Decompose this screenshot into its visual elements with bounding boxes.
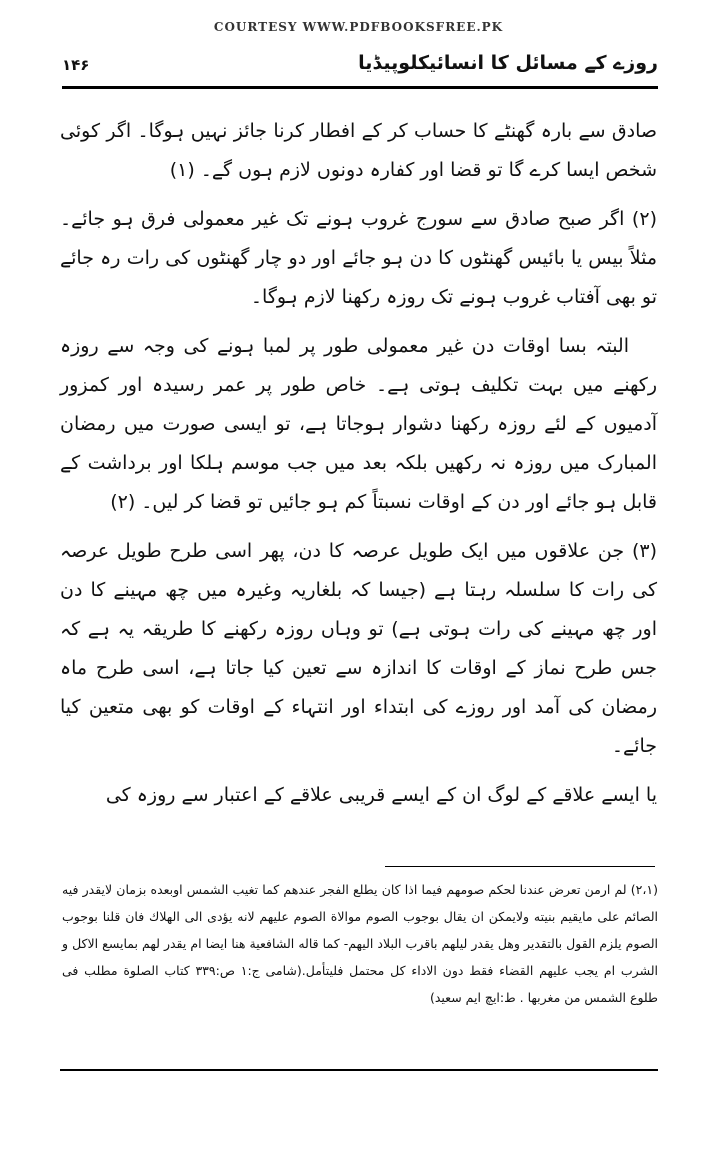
footnote: (۲،۱) لم ارمن تعرض عندنا لحكم صومهم فيما اذا كان يطلع الفجر عندهم كما تغيب الشمس اوبعده بزمان لايقدر فيه الصائم على مايقيم بنيته ولايمكن ان يقال بوجوب الصوم موالاة الصوم عليهم لانه يؤدى الى الهلاك فان قلنا بوجوب الصوم يلزم القول بالتقدير وهل يقدر ليلهم باقرب البلاد اليهم- كما قاله الشافعية هنا ايضا ام يقدر لهم بمايسع الاكل و الشرب ام يجب عليهم القضاء فقط دون الاداء كل محتمل فليتأمل.(شامی ج:۱ ص:۳۳۹ كتاب الصلوة مطلب فی طلوع الشمس من مغربها . ط:ایچ ایم سعید) bbox=[62, 882, 658, 1005]
paragraph: البتہ بسا اوقات دن غیر معمولی طور پر لمبا ہونے کی وجہ سے روزہ رکھنے میں بہت تکلیف ہوتی ہے۔ خاص طور پر عمر رسیدہ اور کمزور آدمیوں کے لئے روزہ رکھنا دشوار ہوجاتا ہے، تو ایسی صورت میں رمضان المبارک میں روزہ نہ رکھیں بلکہ بعد میں جب موسم ہلکا اور برداشت کے قابل ہو جائے اور دن کے اوقات نسبتاً کم ہو جائیں تو قضا کر لیں۔ (۲) bbox=[60, 335, 657, 513]
footnote-separator bbox=[385, 866, 655, 867]
page-header bbox=[62, 50, 658, 84]
book-title: روزے کے مسائل کا انسائیکلوپیڈیا bbox=[358, 52, 658, 74]
paragraph: یا ایسے علاقے کے لوگ ان کے ایسے قریبی علاقے کے اعتبار سے روزہ کی bbox=[105, 784, 657, 806]
paragraph: صادق سے بارہ گھنٹے کا حساب کر کے افطار کرنا جائز نہیں ہوگا۔ اگر کوئی شخص ایسا کرے گا تو قضا اور کفارہ دونوں لازم ہوں گے۔ (۱) bbox=[60, 120, 657, 181]
body-text bbox=[60, 112, 657, 825]
courtesy-watermark: COURTESY WWW.PDFBOOKSFREE.PK bbox=[213, 20, 504, 34]
paragraph: (۲) اگر صبح صادق سے سورج غروب ہونے تک غیر معمولی فرق ہو جائے۔ مثلاً بیس یا بائیس گھنٹوں کا دن ہو جائے اور دو چار گھنٹوں کی رات رہ جائے تو بھی آفتاب غروب ہونے تک روزہ رکھنا لازم ہوگا۔ bbox=[60, 208, 657, 308]
page-number: ۱۴۶ bbox=[62, 56, 90, 74]
bottom-rule bbox=[60, 1069, 658, 1071]
paragraph: (۳) جن علاقوں میں ایک طویل عرصہ کا دن، پھر اسی طرح طویل عرصہ کی رات کا سلسلہ رہتا ہے (جیسا کہ بلغاریہ وغیرہ میں چھ مہینے کا دن اور چھ مہینے کی رات ہوتی ہے) تو وہاں روزہ رکھنے کا طریقہ یہ ہے کہ جس طرح نماز کے اوقات کا اندازہ سے تعین کیا جاتا ہے، اسی طرح ماہ رمضان کی آمد اور روزے کی ابتداء اور انتہاء کے اوقات کو بھی متعین کیا جائے۔ bbox=[60, 540, 657, 757]
header-rule bbox=[62, 86, 658, 89]
